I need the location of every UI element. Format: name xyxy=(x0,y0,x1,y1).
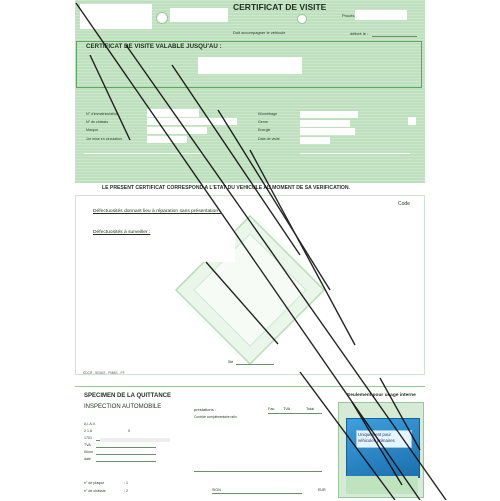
validity-label: CERTIFICAT DE VISITE VALABLE JUSQU'AU : xyxy=(86,43,222,50)
form-ref2: Sté xyxy=(228,360,234,364)
receipt-field: Kilom xyxy=(84,450,93,454)
vehicle-field-label: Energie xyxy=(258,128,271,132)
receipt-field: 1701 xyxy=(84,436,92,440)
vehicle-field-label: Marque xyxy=(86,128,99,132)
inspection-label: INSPECTION AUTOMOBILE xyxy=(84,404,162,410)
defects-major-label: Défectuosités donnant lieu à réparation sans présentation : xyxy=(93,209,221,214)
total-currency: EUR xyxy=(318,488,326,492)
stamp-text: Uniquement pour véhicules primaires xyxy=(358,432,395,443)
delivered-label: délivré le : xyxy=(350,31,369,36)
column-total: Total xyxy=(306,407,315,411)
vehicle-field-label: Date de visite xyxy=(258,137,280,141)
plate-value: : 1 xyxy=(124,481,128,485)
sign-label: SIGN xyxy=(212,488,221,492)
services-label: prestations : xyxy=(194,407,216,412)
prefix-label: Procès xyxy=(342,13,355,18)
form-reference: SDCR - 5034/2 - PMBS - FF xyxy=(83,371,125,375)
specimen-title: SPECIMEN DE LA QUITTANCE xyxy=(84,393,172,399)
statement-text: LE PRESENT CERTIFICAT CORRESPOND A L'ETAT DU VEHICULE AU MOMENT DE SA VERIFICATION. xyxy=(102,185,350,191)
plate-label: n° de plaque xyxy=(84,481,105,485)
receipt-field: TVA xyxy=(84,443,91,447)
receipt-field: A.I.A.V. xyxy=(84,422,96,426)
vehicle-field-label: N° d'immatriculation xyxy=(86,112,118,116)
code-label: Code xyxy=(398,201,410,207)
vehicle-field-label: Genre xyxy=(258,120,268,124)
vehicle-field-label: 1re mise en circulation xyxy=(86,137,122,141)
vehicle-field-label: N° de châssis xyxy=(86,120,109,124)
certificate-title: CERTIFICAT DE VISITE xyxy=(233,2,327,12)
receipt-field: 2 1 A xyxy=(84,429,93,433)
chassis-label: n° de châssis xyxy=(84,489,106,493)
certificate-subtitle: Doit accompagner le véhicule xyxy=(233,30,286,35)
column-tva: TVA xyxy=(283,407,291,411)
defects-watch-label: Défectuosités à surveiller : xyxy=(93,230,151,235)
vehicle-field-label: Kilométrage xyxy=(258,112,278,116)
chassis-value: : 2 xyxy=(124,489,128,493)
receipt-value: 0 xyxy=(128,429,130,433)
column-fac: Fac. xyxy=(268,407,276,411)
reserved-label: Seulement pour usage interne xyxy=(347,393,416,398)
receipt-field: date xyxy=(84,457,91,461)
service-line: Contrôle complémentaire railn. xyxy=(194,415,238,419)
